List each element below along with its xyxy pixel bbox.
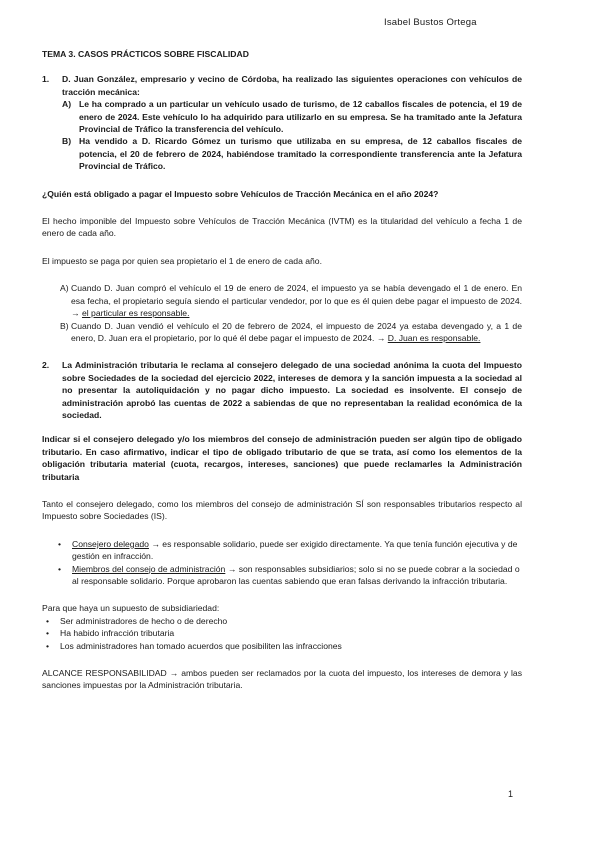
case2-bullet-1-text: → es responsable solidario, puede ser exigido directamente. Ya que tenía función ejecutiva y de gestión en infracción.: [72, 538, 518, 562]
case2-number: 2.: [42, 360, 50, 371]
case1-answer-a: [60, 282, 522, 319]
case2-bullet-2: [58, 563, 522, 588]
case2-list-item-2: Ha habido infracción tributaria: [60, 628, 175, 639]
header-author: Isabel Bustos Ortega: [384, 17, 477, 28]
case1-item-a-text: Le ha comprado a un particular un vehículo usado de turismo, de 12 caballos fiscales de potencia, el 19 de enero de 2024. Este vehículo lo ha adquirido para utilizarlo en su empresa. Se ha tramitado ante la Jefatura Provincial de Tráfico la transferencia del vehículo.: [79, 99, 522, 135]
bullet-dot-icon: •: [46, 628, 50, 639]
case1-number: 1.: [42, 74, 50, 85]
case1-answer-a-text: Cuando D. Juan compró el vehículo el 19 de enero de 2024, el impuesto ya se había devengado el 1 de enero. En esa fecha, el propietario seguía siendo el particular vendedor, por lo que es él quien debe pagar el impuesto de 2024. →: [71, 283, 522, 319]
case2-intro: La Administración tributaria le reclama al consejero delegado de una sociedad anónima la cuota del Impuesto sobre Sociedades de la sociedad del ejercicio 2022, intereses de demora y la sanción impuesta a la sociedad al no presentar la autoliquidación y no pagar dicho impuesto. La sociedad es insolvente. El consejo de administración aprobó las cuentas de 2022 a sabiendas de que no representaban la realidad económica de la sociedad.: [62, 360, 522, 420]
bullet-dot-icon: •: [58, 538, 62, 549]
case2-bullet-1-term: Consejero delegado: [72, 538, 149, 549]
case2-paragraph-1: Tanto el consejero delegado, como los miembros del consejo de administración SÍ son responsables tributarios respecto al Impuesto sobre Sociedades (IS).: [42, 498, 522, 522]
document-body: [42, 48, 522, 692]
case1-answer-a-label: A): [60, 283, 69, 294]
bullet-dot-icon: •: [58, 563, 62, 574]
case1-paragraph-1: El hecho imponible del Impuesto sobre Vehículos de Tracción Mecánica (IVTM) es la titularidad del vehículo a fecha 1 de enero de cada año.: [42, 216, 522, 239]
bullet-dot-icon: •: [46, 615, 50, 626]
case1-question: ¿Quién está obligado a pagar el Impuesto sobre Vehículos de Tracción Mecánica en el año 2024?: [42, 188, 439, 199]
document-title: TEMA 3. CASOS PRÁCTICOS SOBRE FISCALIDAD: [42, 49, 249, 59]
case1-paragraph-2: El impuesto se paga por quien sea propietario el 1 de enero de cada año.: [42, 255, 322, 266]
page-number: 1: [508, 789, 514, 799]
case2-list-item-1: Ser administradores de hecho o de derecho: [60, 615, 228, 626]
case1-item-b: [62, 135, 522, 172]
case1-item-a-label: A): [62, 99, 72, 110]
case2-bullet-2-text: → son responsables subsidiarios; solo si no se puede cobrar a la sociedad o al responsable solidario. Porque aprobaron las cuentas sabiendo que eran falsas derivando la infracción tributaria.: [72, 563, 520, 586]
case2-statement: [42, 359, 522, 421]
case2-list-item-3: Los administradores han tomado acuerdos que posibiliten las infracciones: [60, 640, 342, 651]
case1-answer-b: [60, 320, 522, 345]
case1-statement: [42, 73, 522, 98]
case1-answer-b-conclusion: D. Juan es responsable.: [387, 332, 481, 343]
case1-item-b-text: Ha vendido a D. Ricardo Gómez un turismo que utilizaba en su empresa, de 12 caballos fiscales de potencia, el 20 de febrero de 2024, habiéndose tramitado la correspondiente transferencia ante la Jefatura Provincial de Tráfico.: [79, 136, 522, 172]
case2-bullet-2-term: Miembros del consejo de administración: [72, 563, 226, 574]
case2-paragraph-3: ALCANCE RESPONSABILIDAD → ambos pueden ser reclamados por la cuota del impuesto, los intereses de demora y las sanciones impuestas por la Administración tributaria.: [42, 668, 522, 691]
list-item: [46, 627, 522, 639]
case1-answer-a-conclusion: el particular es responsable.: [81, 308, 190, 319]
list-item: [46, 640, 522, 652]
case1-item-b-label: B): [62, 136, 72, 147]
case2-bullet-1: [58, 538, 522, 563]
case1-answer-b-label: B): [60, 320, 69, 331]
case1-answer-b-text: Cuando D. Juan vendió el vehículo el 20 de febrero de 2024, el impuesto de 2024 ya estaba devengado y, a 1 de enero, D. Juan era el propietario, por lo qué él debe pagar el impuesto de 2024. →: [71, 320, 522, 343]
case2-paragraph-2: Para que haya un supuesto de subsidiariedad:: [42, 603, 220, 614]
case1-item-a: [62, 98, 522, 135]
case1-intro: D. Juan González, empresario y vecino de Córdoba, ha realizado las siguientes operaciones con vehículos de tracción mecánica:: [62, 74, 522, 97]
list-item: [46, 615, 522, 627]
bullet-dot-icon: •: [46, 640, 50, 651]
case2-question: Indicar si el consejero delegado y/o los miembros del consejo de administración pueden ser algún tipo de obligado tributario. En caso afirmativo, indicar el tipo de obligado tributario de que se trata, así como los elementos de la obligación tributaria material (cuota, recargos, intereses, sanciones) que puede reclamarles la Administración tributaria: [42, 434, 522, 482]
